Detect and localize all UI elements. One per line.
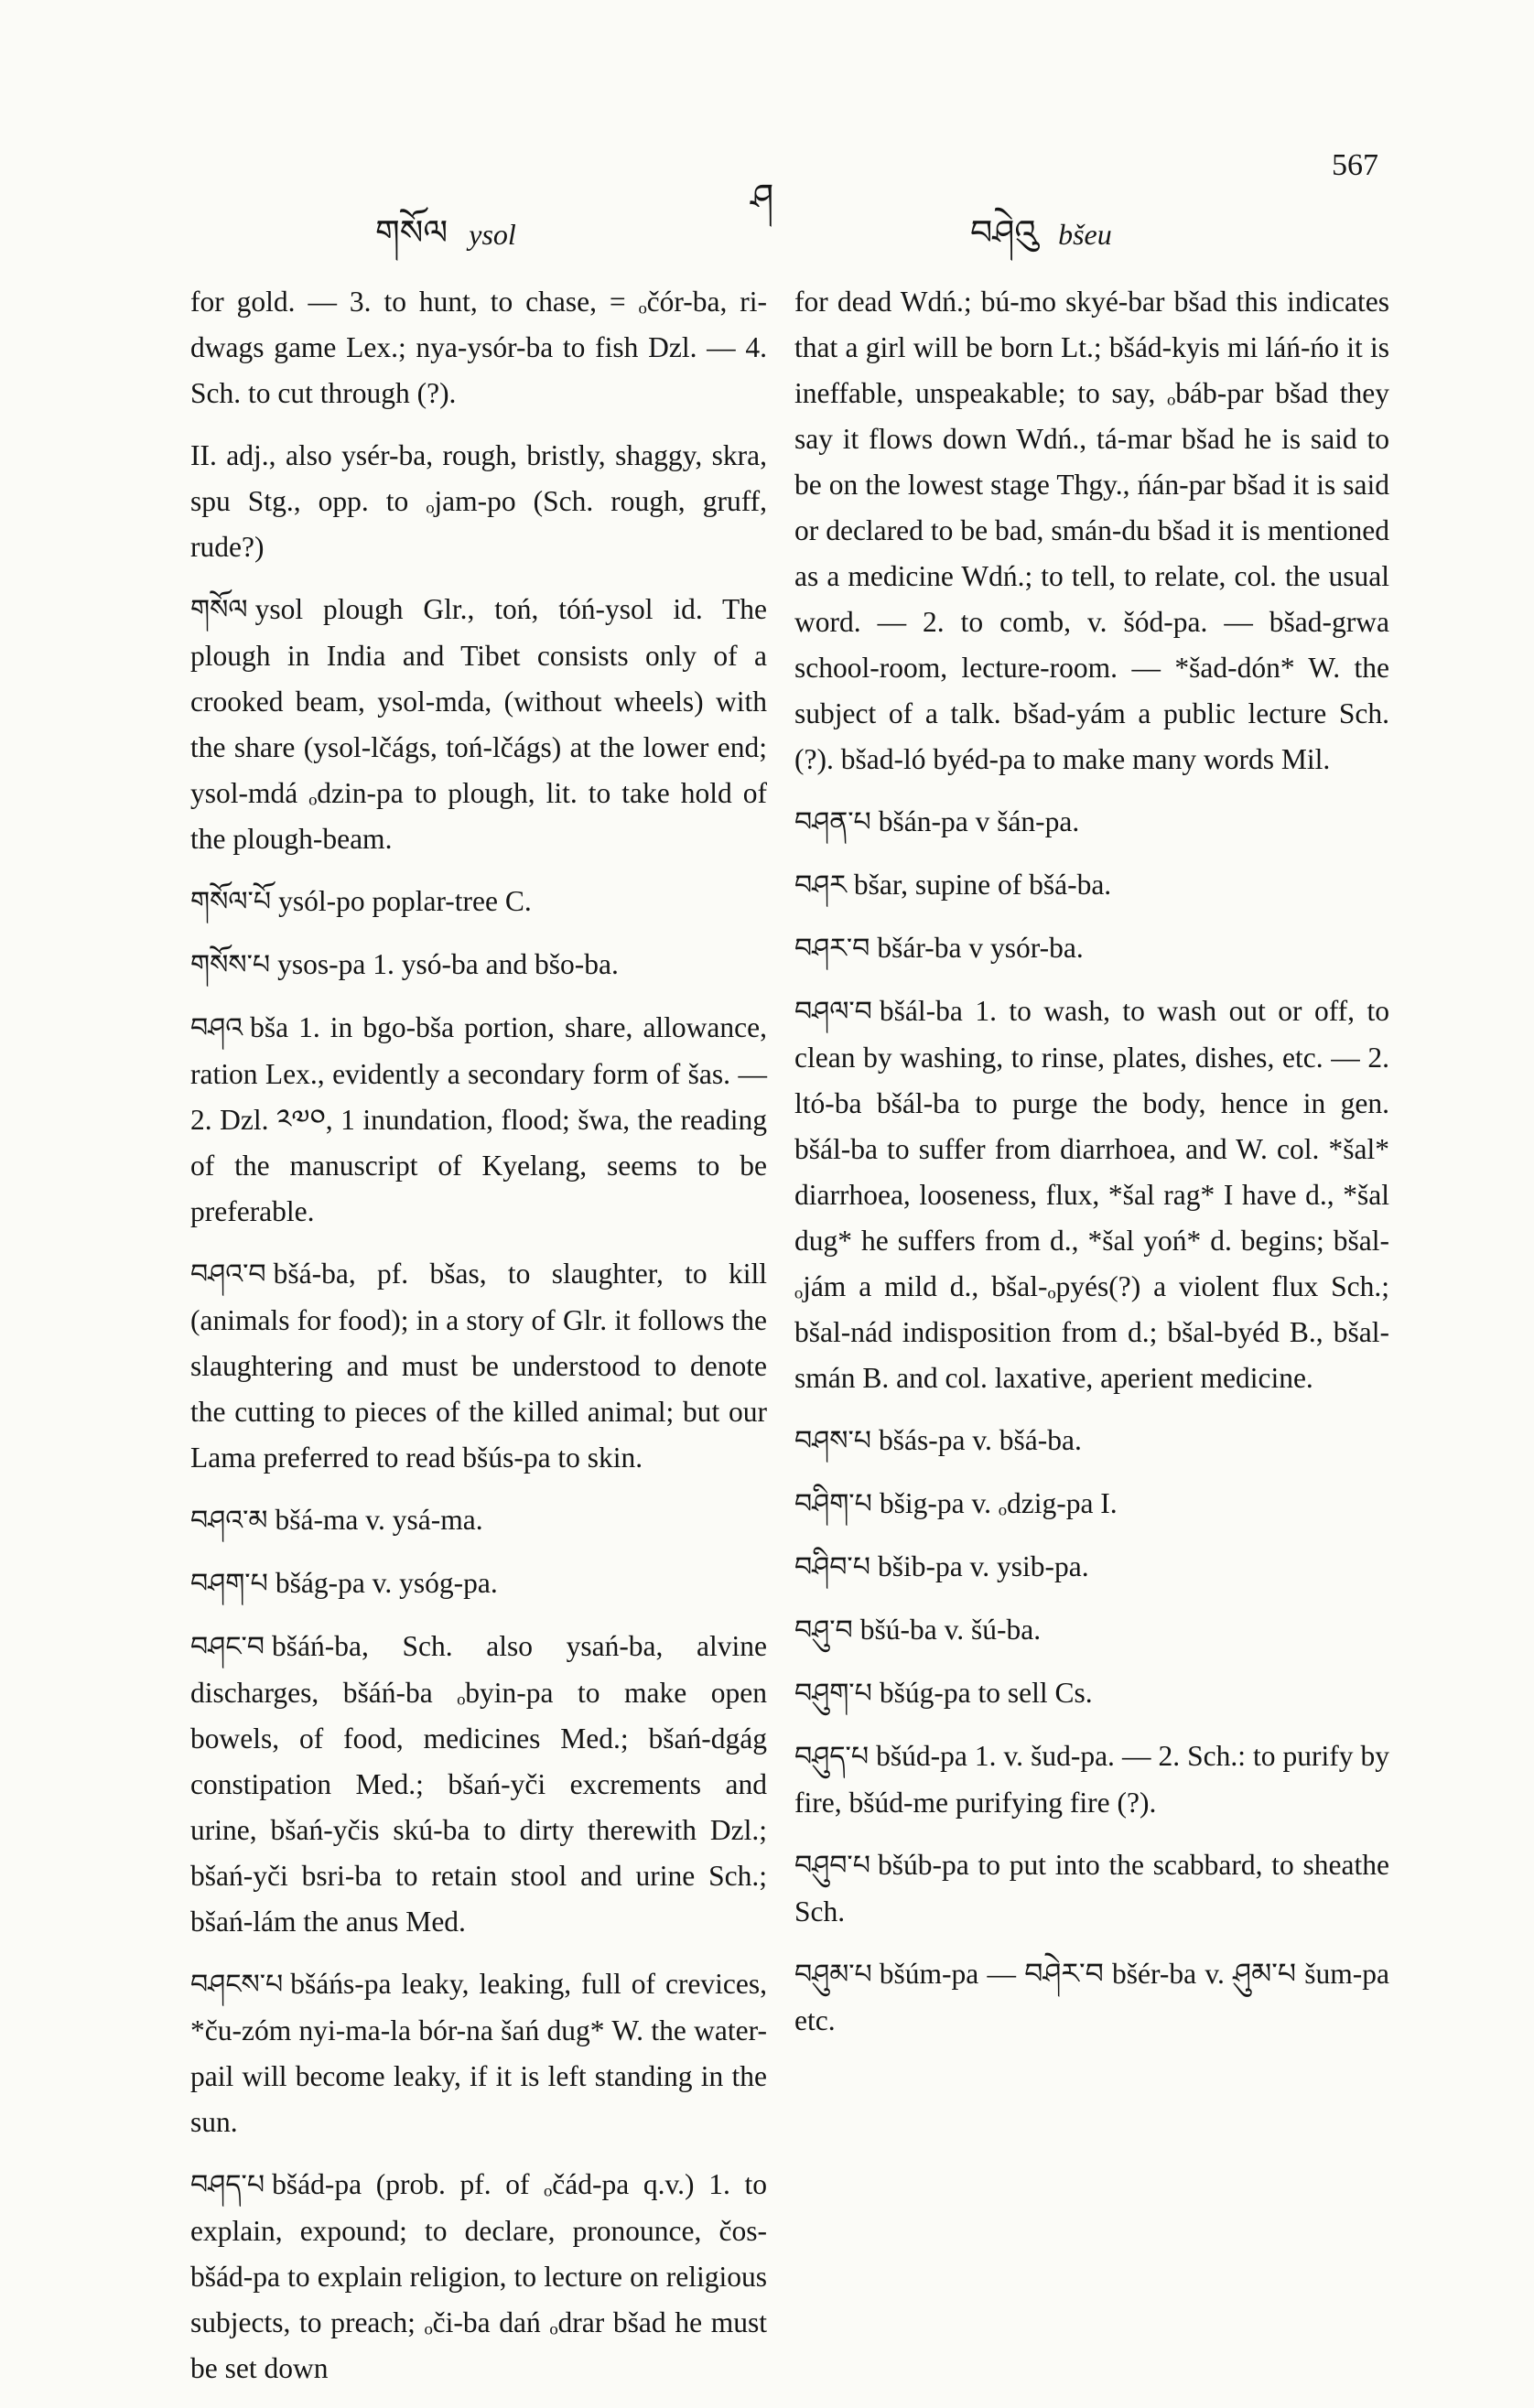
entry-headword: བཤས་པ <box>794 1425 871 1457</box>
running-head-right-roman: bšeu <box>1058 218 1112 251</box>
dictionary-entry <box>190 1251 767 1481</box>
entry-headword: བཤལ་བ <box>794 996 872 1028</box>
entry-text: bša 1. in bgo-bša portion, share, allowance, ration Lex., evidently a secondary form of šas. — 2. Dzl. ༢༧༠, 1 inundation, flood; šwa, the reading of the manuscript of Kyelang, seems to be preferable. <box>190 1011 767 1227</box>
dictionary-entry <box>190 942 767 988</box>
entry-text: bšád-pa (prob. pf. of ₒčád-pa q.v.) 1. to explain, expound; to declare, pronounce, čos-bšád-pa to explain religion, to lecture on religious subjects, to preach; ₒči-ba dań ₒdrar bšad he must be set down <box>190 2168 767 2384</box>
dictionary-entry <box>794 988 1389 1401</box>
entry-headword: བཤུབ་པ <box>794 1850 870 1882</box>
entry-text: bšán-pa v šán-pa. <box>878 805 1080 837</box>
dictionary-entry <box>794 925 1389 972</box>
dictionary-entry <box>794 1670 1389 1717</box>
dictionary-entry <box>794 862 1389 909</box>
entry-headword: བཤུད་པ <box>794 1741 870 1773</box>
entry-text: bšá-ba, pf. bšas, to slaughter, to kill (animals for food); in a story of Glr. it follows the slaughtering and must be understood to denote the cutting to pieces of the killed animal; but our Lama preferred to read bšús-pa to skin. <box>190 1258 767 1474</box>
entry-headword: གསོལ <box>190 594 248 626</box>
entry-text: bšár-ba v ysór-ba. <box>877 932 1084 964</box>
dictionary-entry <box>794 1418 1389 1464</box>
entry-text: bšú-ba v. šú-ba. <box>859 1614 1042 1646</box>
entry-headword: བཤུམ་པ <box>794 1959 872 1991</box>
entry-headword: བཤག་པ <box>190 1568 268 1600</box>
entry-text: bšáńs-pa leaky, leaking, full of crevices, *ču-zóm nyi-ma-la bór-na šań dug* W. the water-pail will become leaky, if it is left standing in the sun. <box>190 1968 767 2138</box>
entry-text: bšúg-pa to sell Cs. <box>879 1677 1093 1709</box>
entry-headword: བཤད་པ <box>190 2169 265 2201</box>
entry-headword: བཤན་པ <box>794 806 871 838</box>
entry-headword: བཤའ་མ <box>190 1505 268 1537</box>
dictionary-entry <box>794 1544 1389 1591</box>
entry-text: bšál-ba 1. to wash, to wash out or off, to clean by washing, to rinse, plates, dishes, etc. — 2. ltó-ba bšál-ba to purge the body, hence in gen. bšál-ba to suffer from diarrhoea, and W. col. *šal* diarrhoea, looseness, flux, *šal rag* I have d., *šal dug* he suffers from d., *šal yoń* d. begins; bšal-ₒjám a mild d., bšal-ₒpyés(?) a violent flux Sch.; bšal-nád indisposition from d.; bšal-byéd B., bšal-smán B. and col. laxative, aperient medicine. <box>794 995 1389 1394</box>
entry-text: bšig-pa v. ₒdzig-pa I. <box>879 1487 1118 1519</box>
running-head-right <box>970 194 1112 292</box>
entry-text: bšá-ma v. ysá-ma. <box>275 1504 483 1536</box>
dictionary-entry <box>190 1005 767 1235</box>
entry-headword: གསོལ་པོ <box>190 886 272 918</box>
dictionary-entry <box>190 1961 767 2145</box>
entry-headword: བཤང་བ <box>190 1631 265 1663</box>
dictionary-entry <box>190 1560 767 1607</box>
entry-text: ysól-po poplar-tree C. <box>278 885 532 917</box>
dictionary-entry <box>794 1607 1389 1654</box>
running-head-left <box>375 194 516 292</box>
dictionary-entry <box>190 587 767 862</box>
dictionary-entry <box>190 1624 767 1945</box>
dictionary-entry <box>190 879 767 925</box>
dictionary-entry <box>794 1481 1389 1528</box>
entry-headword: བཤའ <box>190 1012 243 1044</box>
running-head-left-roman: ysol <box>469 218 516 251</box>
dictionary-entry <box>794 799 1389 846</box>
entry-headword: བཤིག་པ <box>794 1488 872 1520</box>
left-continuation-2: II. adj., also ysér-ba, rough, bristly, shaggy, skra, spu Stg., opp. to ₒjam-po (Sch. rough, gruff, rude?) <box>190 439 767 563</box>
right-column <box>794 279 1389 2060</box>
dictionary-entry <box>190 1497 767 1544</box>
entry-text: bšúm-pa — བཤེར་བ bšér-ba v. ཤུམ་པ šum-pa etc. <box>794 1958 1389 2036</box>
entry-text: ysos-pa 1. ysó-ba and bšo-ba. <box>277 948 619 980</box>
entry-headword: བཤར་བ <box>794 933 870 965</box>
entry-headword: བཤའ་བ <box>190 1258 266 1290</box>
entry-headword: བཤར <box>794 869 847 902</box>
entry-text: ysol plough Glr., toń, tóń-ysol id. The plough in India and Tibet consists only of a crooked beam, ysol-mda, (without wheels) with the share (ysol-lčágs, toń-lčágs) at the lower end; ysol-mdá ₒdzin-pa to plough, lit. to take hold of the plough-beam. <box>190 593 767 855</box>
running-head-center-mark: ཤ <box>751 177 774 219</box>
dictionary-entry <box>190 2162 767 2392</box>
left-continuation-1: for gold. — 3. to hunt, to chase, = ₒčór-ba, ri-dwags game Lex.; nya-ysór-ba to fish Dzl. — 4. Sch. to cut through (?). <box>190 286 767 409</box>
entry-text: bšág-pa v. ysóg-pa. <box>275 1567 498 1599</box>
left-column <box>190 279 767 2408</box>
entry-headword: བཤུག་པ <box>794 1678 872 1710</box>
dictionary-entry <box>794 1733 1389 1826</box>
entry-text: bšúb-pa to put into the scabbard, to sheathe Sch. <box>794 1849 1389 1927</box>
entry-text: bšúd-pa 1. v. šud-pa. — 2. Sch.: to purify by fire, bšúd-me purifying fire (?). <box>794 1740 1389 1819</box>
dictionary-entry <box>794 1951 1389 2044</box>
entry-text: bšar, supine of bšá-ba. <box>853 869 1112 901</box>
entry-headword: གསོས་པ <box>190 949 271 981</box>
entry-text: bšás-pa v. bšá-ba. <box>878 1424 1082 1456</box>
running-head-left-tibetan: གསོལ <box>375 212 448 253</box>
right-continuation-1: for dead Wdń.; bú-mo skyé-bar bšad this indicates that a girl will be born Lt.; bšád-kyis mi láń-ńo it is ineffable, unspeakable; to say, ₒbáb-par bšad they say it flows down Wdń., tá-mar bšad he is said to be on the lowest stage Thgy., ńán-par bšad it is said or declared to be bad, smán-du bšad it is mentioned as a medicine Wdń.; to tell, to relate, col. the usual word. — 2. to comb, v. šód-pa. — bšad-grwa school-room, lecture-room. — *šad-dón* W. the subject of a talk. bšad-yám a public lecture Sch. (?). bšad-ló byéd-pa to make many words Mil. <box>794 286 1389 775</box>
running-head-right-tibetan: བཤེའུ <box>970 212 1038 253</box>
dictionary-entry <box>794 1842 1389 1935</box>
entry-headword: བཤངས་པ <box>190 1969 284 2001</box>
entry-text: bšáń-ba, Sch. also ysań-ba, alvine discharges, bšáń-ba ₒbyin-pa to make open bowels, of food, medicines Med.; bšań-dgág constipation Med.; bšań-yči excrements and urine, bšań-yčis skú-ba to dirty therewith Dzl.; bšań-yči bsri-ba to retain stool and urine Sch.; bšań-lám the anus Med. <box>190 1630 767 1938</box>
entry-text: bšib-pa v. ysib-pa. <box>877 1550 1089 1582</box>
entry-headword: བཤིབ་པ <box>794 1551 870 1583</box>
entry-headword: བཤུ་བ <box>794 1614 853 1647</box>
page-number: 567 <box>1332 148 1378 182</box>
